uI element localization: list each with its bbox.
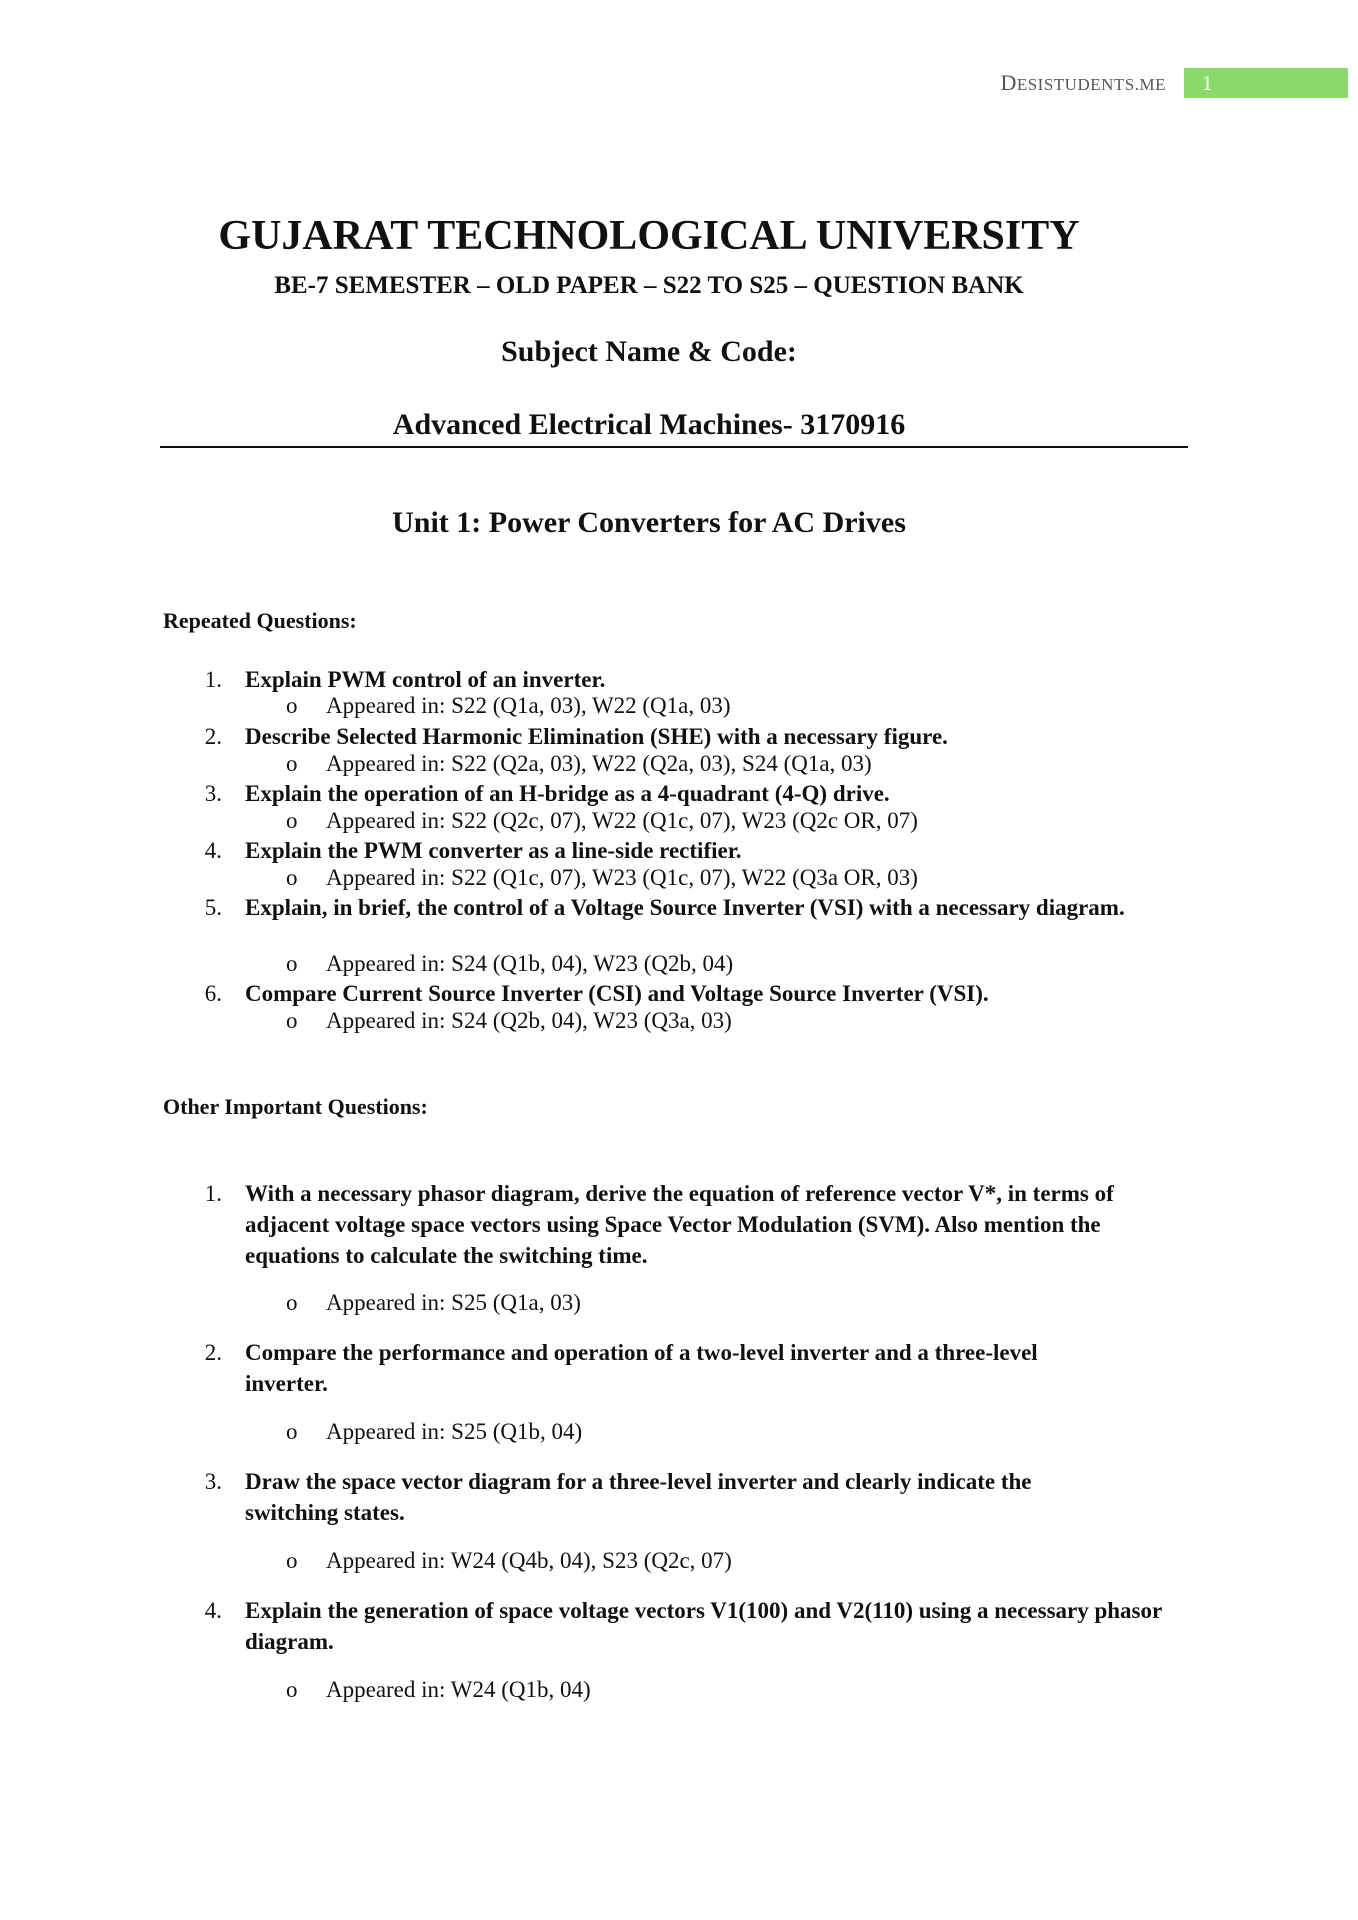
repeated-question-1: 1. Explain PWM control of an inverter.	[204, 667, 606, 692]
other-appeared-4: o Appeared in: W24 (Q1b, 04)	[286, 1677, 591, 1702]
other-appeared-3: o Appeared in: W24 (Q4b, 04), S23 (Q2c, 07)	[286, 1548, 732, 1573]
site-name: DESISTUDENTS.ME	[1000, 70, 1166, 95]
course-name: Advanced Electrical Machines- 3170916	[392, 408, 906, 441]
other-appeared-1: o Appeared in: S25 (Q1a, 03)	[286, 1290, 581, 1315]
repeated-appeared-3: o Appeared in: S22 (Q2c, 07), W22 (Q1c, 07), W23 (Q2c OR, 07)	[286, 808, 918, 833]
page-number-badge	[1184, 68, 1348, 98]
repeated-question-2: 2. Describe Selected Harmonic Elimination (SHE) with a necessary figure.	[204, 724, 948, 749]
repeated-appeared-1: o Appeared in: S22 (Q1a, 03), W22 (Q1a, 03)	[286, 693, 731, 718]
repeated-appeared-6: o Appeared in: S24 (Q2b, 04), W23 (Q3a, 03)	[286, 1008, 732, 1033]
other-appeared-2: o Appeared in: S25 (Q1b, 04)	[286, 1419, 583, 1444]
other-question-1: 1. With a necessary phasor diagram, derive the equation of reference vector V*, in terms of adjacent voltage space vectors using Space Vector Modulation (SVM). Also mention the equations to calculate the switching time.	[204, 1181, 1114, 1268]
repeated-appeared-4: o Appeared in: S22 (Q1c, 07), W23 (Q1c, 07), W22 (Q3a OR, 03)	[286, 865, 918, 890]
other-heading: Other Important Questions:	[163, 1094, 428, 1119]
other-question-3: 3. Draw the space vector diagram for a three-level inverter and clearly indicate the switching states.	[204, 1469, 1032, 1525]
repeated-appeared-5: o Appeared in: S24 (Q1b, 04), W23 (Q2b, 04)	[286, 951, 734, 976]
repeated-question-5: 5. Explain, in brief, the control of a Voltage Source Inverter (VSI) with a necessary diagram.	[204, 895, 1125, 920]
repeated-appeared-2: o Appeared in: S22 (Q2a, 03), W22 (Q2a, 03), S24 (Q1a, 03)	[286, 751, 872, 776]
repeated-heading: Repeated Questions:	[163, 608, 357, 633]
page-number: 1	[1202, 70, 1213, 95]
other-question-4: 4. Explain the generation of space voltage vectors V1(100) and V2(110) using a necessary phasor diagram.	[204, 1598, 1162, 1654]
other-question-2: 2. Compare the performance and operation of a two-level inverter and a three-level inverter.	[204, 1340, 1038, 1396]
subject-label: Subject Name & Code:	[501, 335, 797, 368]
repeated-question-4: 4. Explain the PWM converter as a line-side rectifier.	[204, 838, 742, 863]
title-divider	[160, 446, 1188, 448]
unit-title: Unit 1: Power Converters for AC Drives	[392, 506, 906, 539]
university-title: GUJARAT TECHNOLOGICAL UNIVERSITY	[218, 213, 1080, 259]
repeated-question-6: 6. Compare Current Source Inverter (CSI) and Voltage Source Inverter (VSI).	[204, 981, 989, 1006]
document-subtitle: BE-7 SEMESTER – OLD PAPER – S22 TO S25 – QUESTION BANK	[274, 272, 1024, 299]
repeated-question-3: 3. Explain the operation of an H-bridge as a 4-quadrant (4-Q) drive.	[204, 781, 890, 806]
